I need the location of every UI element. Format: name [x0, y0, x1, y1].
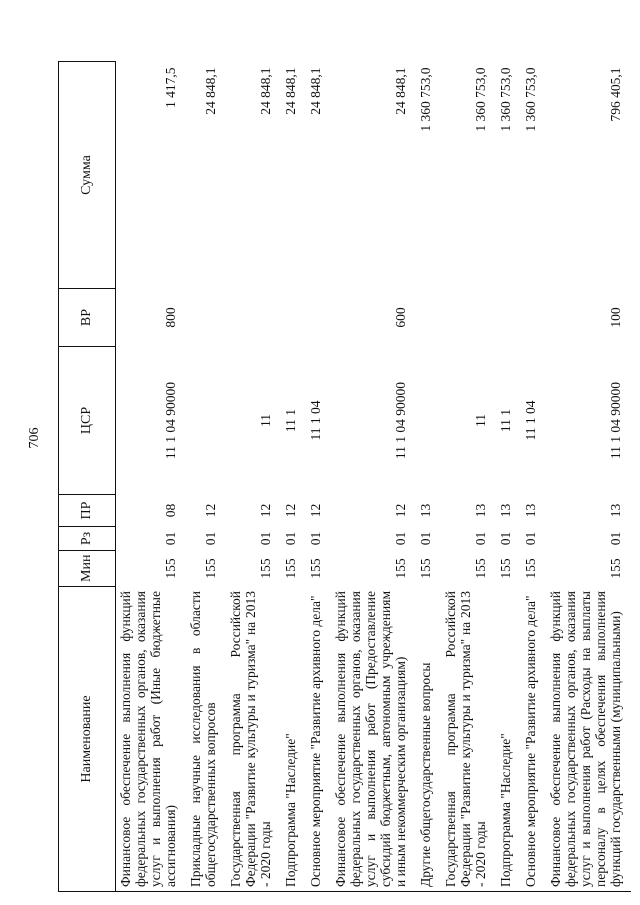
cell-vr: 600 [393, 307, 408, 328]
cell-min: 155 [163, 558, 178, 579]
header-name: Наименование [59, 587, 116, 892]
cell-name: Финансовое обеспечение выполнения функций федеральных государственных органов, оказания услуг и выполнения работ (Расходы на выплаты персоналу в целях обеспечения выполнения функций государственными (муниципальными) [546, 587, 631, 892]
cell-rz: 01 [308, 531, 323, 546]
header-sum: Сумма [59, 62, 116, 289]
cell-pr: 13 [498, 503, 513, 518]
cell-rz: 01 [203, 531, 218, 546]
cell-min: 155 [608, 558, 623, 579]
cell-sum: 1 360 753,0 [523, 67, 538, 132]
header-csr: ЦСР [59, 347, 116, 495]
table-row [331, 62, 416, 892]
budget-table [58, 61, 631, 892]
cell-vr [416, 289, 441, 347]
rotated-page [58, 62, 623, 892]
header-pr: ПР [59, 495, 116, 527]
cell-min: 155 [283, 558, 298, 579]
cell-pr: 12 [203, 503, 218, 518]
cell-vr: 100 [608, 307, 623, 328]
cell-min: 155 [393, 558, 408, 579]
cell-csr: 11 1 04 [308, 400, 323, 441]
cell-csr: 11 1 [283, 408, 298, 433]
table-row [496, 62, 521, 892]
cell-csr: 11 [473, 414, 488, 427]
cell-rz: 01 [523, 531, 538, 546]
table-row [281, 62, 306, 892]
cell-min: 155 [473, 558, 488, 579]
table-row [116, 62, 187, 892]
cell-min: 155 [498, 558, 513, 579]
cell-pr: 13 [523, 503, 538, 518]
cell-pr: 12 [393, 503, 408, 518]
cell-sum: 1 417,5 [163, 67, 178, 108]
table-header-row [59, 62, 116, 892]
cell-name: Государственная программа Российской Федерации "Развитие культуры и туризма" на 2013 - 2020 годы [226, 587, 281, 892]
cell-sum: 24 848,1 [283, 67, 298, 115]
table-row [186, 62, 226, 892]
cell-name: Подпрограмма "Наследие" [281, 587, 306, 892]
cell-vr: 800 [163, 307, 178, 328]
cell-name: Основное мероприятие "Развитие архивного дела" [521, 587, 546, 892]
cell-sum: 24 848,1 [308, 67, 323, 115]
cell-pr: 13 [418, 503, 433, 518]
cell-sum: 1 360 753,0 [473, 67, 488, 132]
cell-rz: 01 [498, 531, 513, 546]
cell-pr: 13 [473, 503, 488, 518]
cell-vr [496, 289, 521, 347]
cell-csr [416, 347, 441, 495]
cell-rz: 01 [283, 531, 298, 546]
table-row [416, 62, 441, 892]
cell-name: Государственная программа Российской Федерации "Развитие культуры и туризма" на 2013 - 2020 годы [441, 587, 496, 892]
cell-name: Финансовое обеспечение выполнения функций федеральных государственных органов, оказания услуг и выполнения работ (Предоставление субсидий бюджетным, автономным учреждениям и иным некоммерческим организациям) [331, 587, 416, 892]
cell-vr [441, 289, 496, 347]
cell-csr: 11 1 04 90000 [393, 381, 408, 460]
header-rz: Рз [59, 527, 116, 551]
header-vr: ВР [59, 289, 116, 347]
table-row [546, 62, 631, 892]
cell-sum: 1 360 753,0 [498, 67, 513, 132]
cell-csr: 11 1 04 90000 [608, 381, 623, 460]
budget-table-sheet [58, 62, 623, 892]
cell-name: Основное мероприятие "Развитие архивного дела" [306, 587, 331, 892]
table-row [226, 62, 281, 892]
cell-min: 155 [523, 558, 538, 579]
cell-min: 155 [258, 558, 273, 579]
cell-pr: 08 [163, 503, 178, 518]
cell-min: 155 [203, 558, 218, 579]
cell-pr: 12 [258, 503, 273, 518]
cell-name: Другие общегосударственные вопросы [416, 587, 441, 892]
cell-vr [521, 289, 546, 347]
cell-rz: 01 [258, 531, 273, 546]
cell-vr [186, 289, 226, 347]
cell-csr: 11 1 [498, 408, 513, 433]
cell-min: 155 [308, 558, 323, 579]
cell-rz: 01 [163, 531, 178, 546]
cell-sum: 24 848,1 [393, 67, 408, 115]
cell-vr [281, 289, 306, 347]
cell-vr [306, 289, 331, 347]
cell-sum: 24 848,1 [203, 67, 218, 115]
cell-csr: 11 1 04 90000 [163, 381, 178, 460]
cell-rz: 01 [418, 531, 433, 546]
cell-sum: 24 848,1 [258, 67, 273, 115]
cell-sum: 796 405,1 [608, 67, 623, 122]
cell-rz: 01 [473, 531, 488, 546]
cell-csr: 11 1 04 [523, 400, 538, 441]
cell-csr: 11 [258, 414, 273, 427]
cell-pr: 13 [608, 503, 623, 518]
cell-name: Финансовое обеспечение выполнения функций федеральных государственных органов, оказания услуг и выполнения работ (Иные бюджетные ассигнования) [116, 587, 187, 892]
table-body [116, 62, 632, 892]
cell-rz: 01 [393, 531, 408, 546]
page-number: 706 [27, 427, 42, 449]
cell-min: 155 [418, 558, 433, 579]
header-min: Мин [59, 551, 116, 587]
table-row [306, 62, 331, 892]
cell-vr [226, 289, 281, 347]
table-row [441, 62, 496, 892]
cell-name: Подпрограмма "Наследие" [496, 587, 521, 892]
cell-pr: 12 [308, 503, 323, 518]
cell-pr: 12 [283, 503, 298, 518]
cell-rz: 01 [608, 531, 623, 546]
table-row [521, 62, 546, 892]
cell-sum: 1 360 753,0 [418, 67, 433, 132]
cell-csr [186, 347, 226, 495]
cell-name: Прикладные научные исследования в области общегосударственных вопросов [186, 587, 226, 892]
